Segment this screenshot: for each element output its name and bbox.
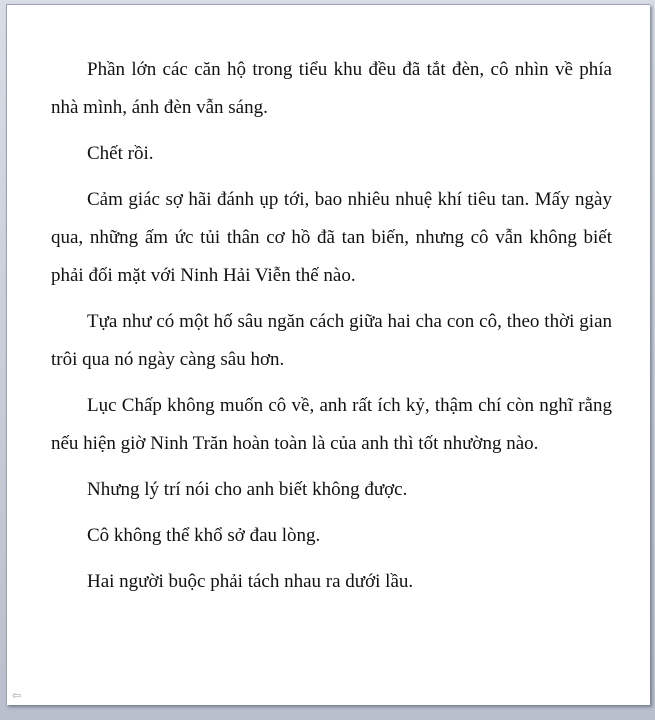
- paragraph: Cảm giác sợ hãi đánh ụp tới, bao nhiêu nhuệ khí tiêu tan. Mấy ngày qua, những ấm ức tủi thân cơ hồ đã tan biến, nhưng cô vẫn không biết phải đối mặt với Ninh Hải Viễn thế nào.: [51, 189, 612, 286]
- paragraph: Chết rồi.: [87, 143, 154, 164]
- document-page: [6, 4, 650, 705]
- document-body: [51, 51, 612, 609]
- paragraph: Nhưng lý trí nói cho anh biết không được.: [87, 479, 408, 500]
- paragraph: Hai người buộc phải tách nhau ra dưới lầu.: [87, 571, 414, 592]
- paragraph: Cô không thể khổ sở đau lòng.: [87, 525, 321, 546]
- left-arrow-icon[interactable]: ⇦: [12, 689, 22, 702]
- paragraph: Tựa như có một hố sâu ngăn cách giữa hai cha con cô, theo thời gian trôi qua nó ngày càng sâu hơn.: [51, 311, 612, 370]
- paragraph: Phần lớn các căn hộ trong tiểu khu đều đã tắt đèn, cô nhìn về phía nhà mình, ánh đèn vẫn sáng.: [51, 59, 612, 118]
- paragraph: Lục Chấp không muốn cô về, anh rất ích kỷ, thậm chí còn nghĩ rằng nếu hiện giờ Ninh Trăn hoàn toàn là của anh thì tốt nhường nào.: [51, 395, 612, 454]
